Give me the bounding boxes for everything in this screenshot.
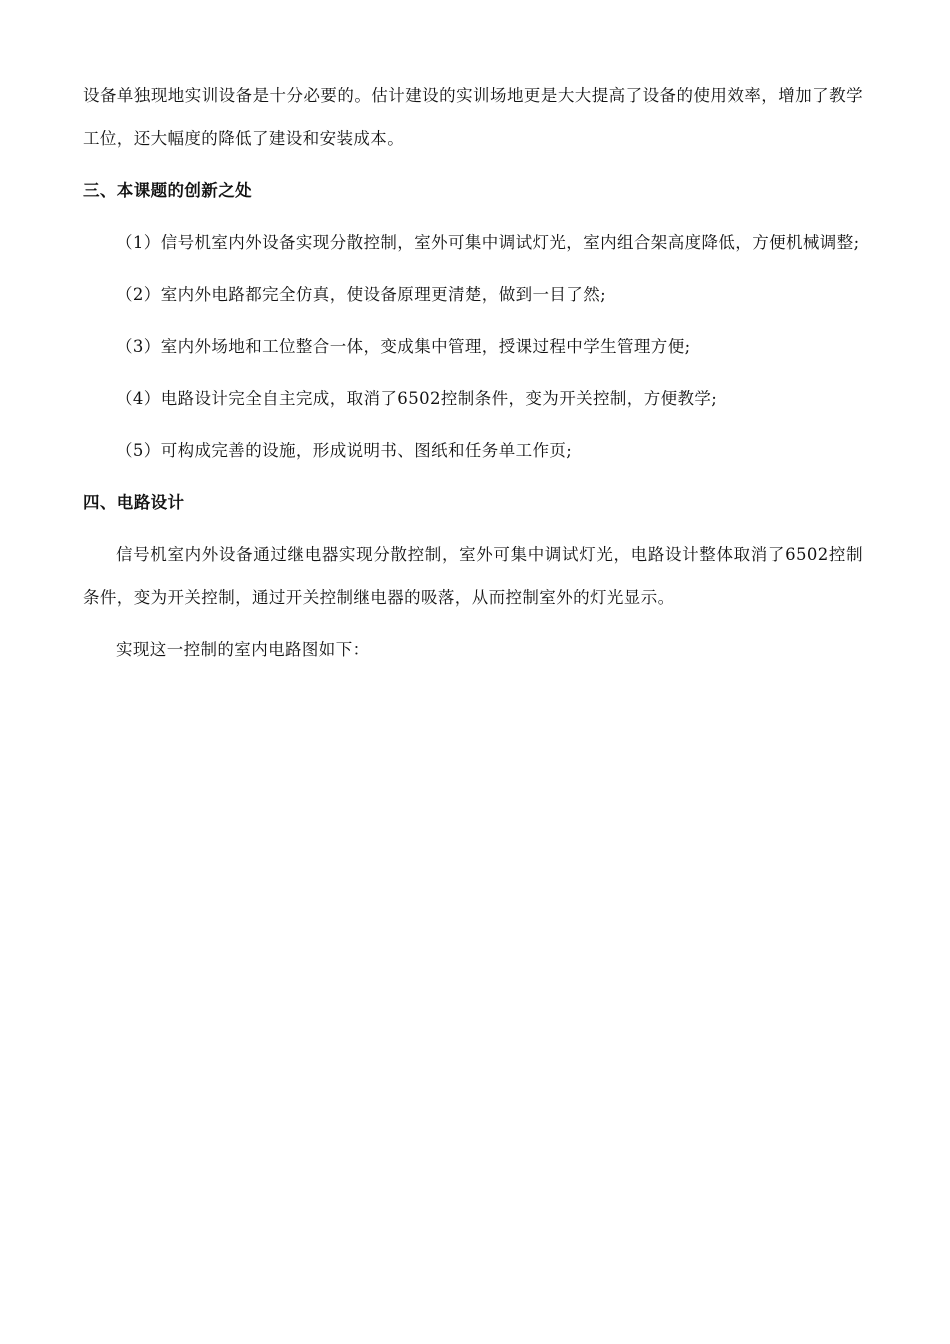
section-4-heading: 四、电路设计 bbox=[83, 493, 185, 512]
innovation-item-2: （2）室内外电路都完全仿真，使设备原理更清楚，做到一目了然; bbox=[116, 285, 607, 304]
circuit-design-paragraph: 信号机室内外设备通过继电器实现分散控制，室外可集中调试灯光，电路设计整体取消了6502控制条件，变为开关控制，通过开关控制继电器的吸落，从而控制室外的灯光显示。 bbox=[83, 545, 863, 607]
document-page bbox=[83, 74, 863, 680]
innovation-item-5: （5）可构成完善的设施，形成说明书、图纸和任务单工作页; bbox=[116, 441, 573, 460]
circuit-diagram-intro: 实现这一控制的室内电路图如下： bbox=[116, 640, 370, 659]
section-3-heading: 三、本课题的创新之处 bbox=[83, 181, 252, 200]
intro-paragraph: 设备单独现地实训设备是十分必要的。估计建设的实训场地更是大大提高了设备的使用效率，增加了教学工位，还大幅度的降低了建设和安装成本。 bbox=[83, 86, 863, 148]
innovation-item-3: （3）室内外场地和工位整合一体，变成集中管理，授课过程中学生管理方便; bbox=[116, 337, 691, 356]
innovation-item-1: （1）信号机室内外设备实现分散控制，室外可集中调试灯光，室内组合架高度降低，方便机械调整; bbox=[116, 233, 860, 252]
innovation-item-4: （4）电路设计完全自主完成，取消了6502控制条件，变为开关控制，方便教学; bbox=[116, 389, 718, 408]
